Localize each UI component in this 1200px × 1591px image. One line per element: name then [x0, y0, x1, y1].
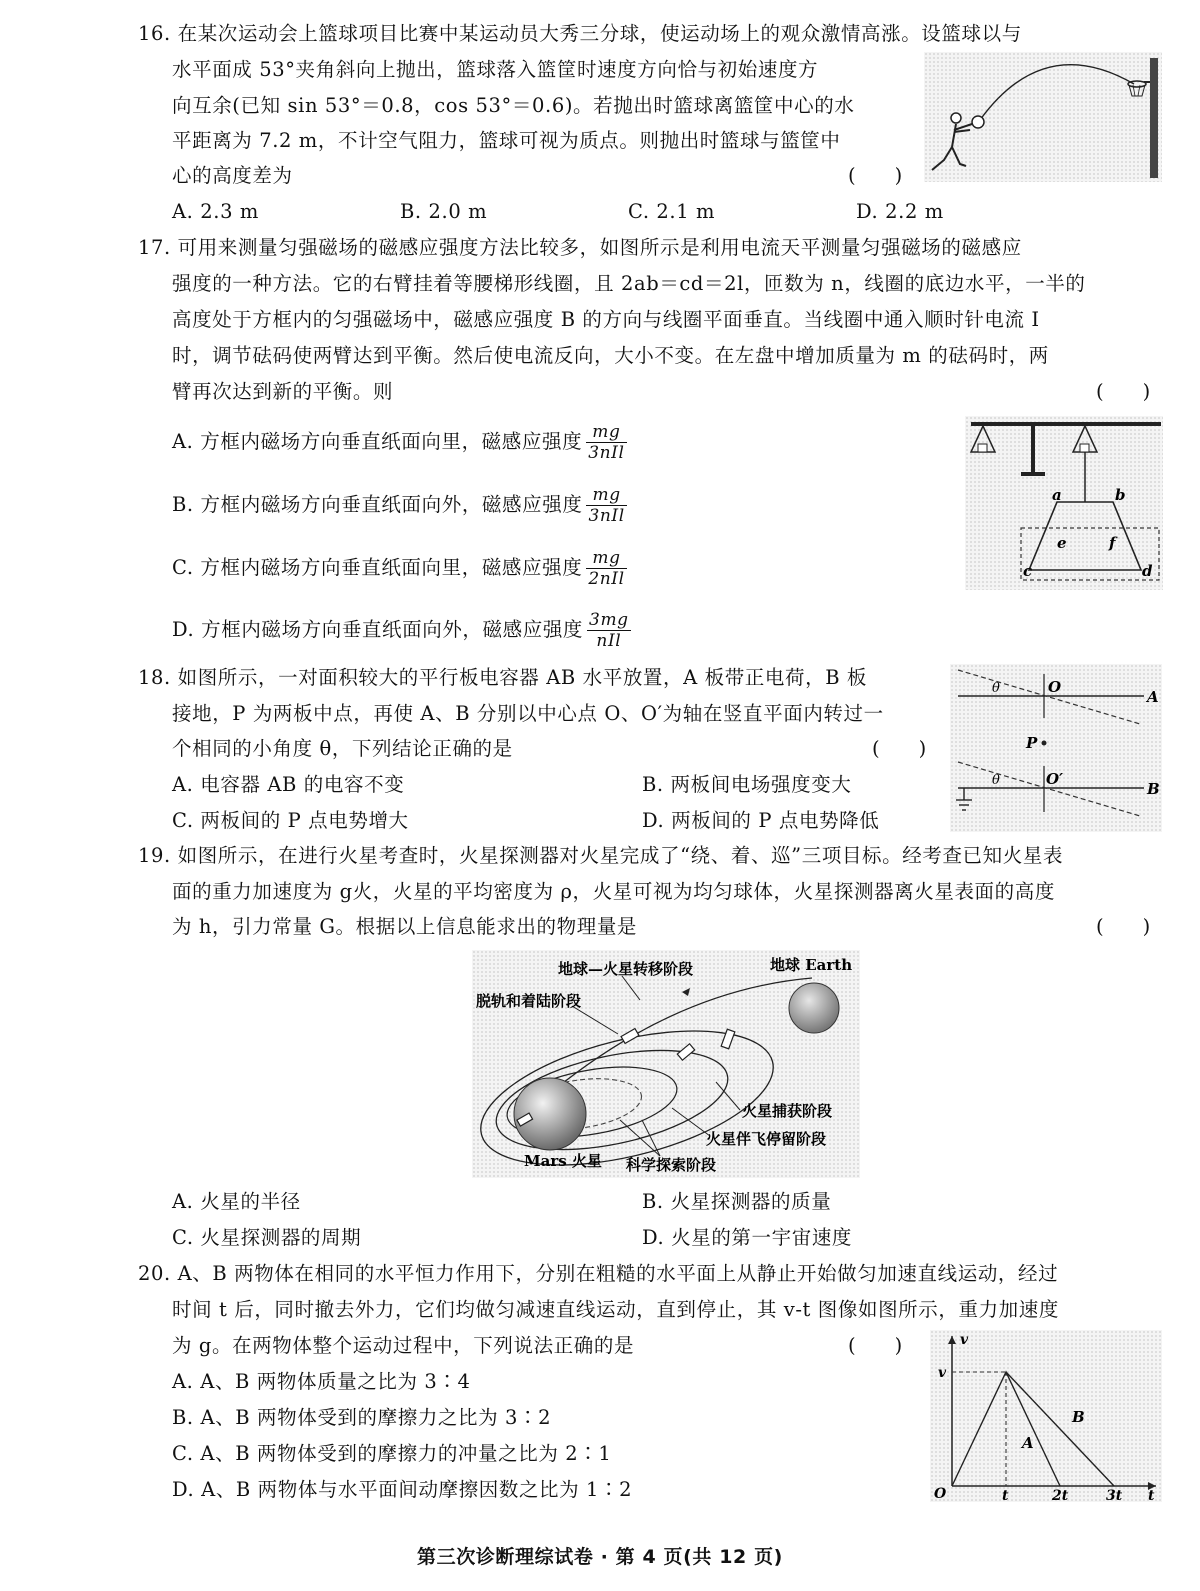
q17-line-1: 17. 可用来测量匀强磁场的磁感应强度方法比较多，如图所示是利用电流天平测量匀强磁场的磁感应: [138, 236, 1022, 259]
probe-1: [621, 1029, 639, 1044]
earth-planet: [789, 983, 839, 1033]
q20-line-1: 20. A、B 两物体在相同的水平恒力作用下，分别在粗糙的水平面上从静止开始做匀加速直线运动，经过: [138, 1262, 1059, 1285]
label-a: A: [1147, 688, 1159, 706]
q19-option-a: A. 火星的半径: [172, 1190, 301, 1213]
label-science: 科学探索阶段: [626, 1156, 717, 1174]
q18-line-2: 接地，P 为两板中点，再使 A、B 分别以中心点 O、O′为轴在竖直平面内转过一: [172, 702, 884, 725]
q17-option-d-fraction: [587, 610, 631, 651]
fraction-denominator: 3nIl: [588, 443, 625, 463]
transfer-orbit: [542, 978, 812, 1100]
basketball: [972, 116, 984, 128]
q20-option-b: B. A、B 两物体受到的摩擦力之比为 3∶2: [172, 1406, 552, 1429]
q19-answer-paren: ( ): [1096, 915, 1151, 938]
page-footer: 第三次诊断理综试卷 · 第 4 页(共 12 页): [417, 1546, 783, 1568]
fraction-numerator: 3mg: [589, 610, 629, 630]
q16-basketball-figure: [924, 52, 1162, 182]
q17-option-a-fraction: [586, 422, 626, 463]
q16-option-d: D. 2.2 m: [856, 200, 944, 223]
label-theta-top: θ: [992, 681, 1000, 696]
q19-option-b: B. 火星探测器的质量: [642, 1190, 832, 1213]
q17-line-2: 强度的一种方法。它的右臂挂着等腰梯形线圈，且 2ab＝cd＝2l，匝数为 n，线圈的底边水平，一半的: [172, 272, 1086, 295]
label-2t: 2t: [1052, 1488, 1069, 1502]
q19-mars-mission-figure: [472, 950, 860, 1178]
fraction-denominator: 2nIl: [588, 569, 625, 589]
balance-post: [1031, 426, 1035, 474]
q17-option-d: [172, 610, 631, 651]
q19-option-d: D. 火星的第一宇宙速度: [642, 1226, 853, 1249]
q17-line-4: 时，调节砝码使两臂达到平衡。然后使电流反向，大小不变。在左盘中增加质量为 m 的砝码时，两: [172, 344, 1049, 367]
label-earth: 地球 Earth: [770, 956, 853, 974]
label-parking: 火星伴飞停留阶段: [706, 1130, 827, 1148]
magnetic-field-box: [1021, 528, 1159, 580]
mars-planet: [514, 1078, 586, 1150]
label-d: d: [1142, 562, 1153, 580]
q20-option-a: A. A、B 两物体质量之比为 3∶4: [172, 1370, 471, 1393]
q18-option-d: D. 两板间的 P 点电势降低: [642, 809, 880, 832]
q16-line-3: 向互余(已知 sin 53°＝0.8，cos 53°＝0.6)。若抛出时篮球离篮筐中心的水: [172, 94, 855, 117]
label-a: a: [1052, 486, 1062, 504]
q17-option-c-text: C. 方框内磁场方向垂直纸面向里，磁感应强度: [172, 556, 583, 579]
q16-option-c: C. 2.1 m: [628, 200, 716, 223]
backboard-pole: [1150, 58, 1158, 178]
player-body: [932, 124, 972, 170]
q20-answer-paren: ( ): [848, 1334, 903, 1357]
q16-answer-paren: ( ): [848, 164, 903, 187]
q19-option-c: C. 火星探测器的周期: [172, 1226, 362, 1249]
label-o-prime: O′: [1046, 770, 1064, 788]
q18-line-3: 个相同的小角度 θ，下列结论正确的是: [172, 737, 513, 760]
label-t: t: [1002, 1488, 1009, 1502]
q16-line-5: 心的高度差为: [172, 164, 293, 187]
label-landing: 脱轨和着陆阶段: [476, 992, 582, 1010]
q18-line-1: 18. 如图所示，一对面积较大的平行板电容器 AB 水平放置，A 板带正电荷，B 板: [138, 666, 868, 689]
label-v-level: v: [938, 1365, 947, 1381]
q20-option-d: D. A、B 两物体与水平面间动摩擦因数之比为 1∶2: [172, 1478, 633, 1501]
label-v-axis: v: [960, 1332, 969, 1348]
label-b: b: [1115, 486, 1126, 504]
label-t-axis: t: [1148, 1488, 1155, 1502]
q18-option-b: B. 两板间电场强度变大: [642, 773, 852, 796]
q17-option-d-text: D. 方框内磁场方向垂直纸面向外，磁感应强度: [172, 618, 584, 641]
player-head: [951, 113, 961, 123]
q18-option-c: C. 两板间的 P 点电势增大: [172, 809, 409, 832]
q19-line-3: 为 h，引力常量 G。根据以上信息能求出的物理量是: [172, 915, 638, 938]
fraction-numerator: mg: [586, 548, 626, 569]
q20-line-3: 为 g。在两物体整个运动过程中，下列说法正确的是: [172, 1334, 635, 1357]
fraction-numerator: mg: [586, 485, 626, 506]
label-capture: 火星捕获阶段: [742, 1102, 833, 1120]
q16-line-4: 平距离为 7.2 m，不计空气阻力，篮球可视为质点。则抛出时篮球与篮筐中: [172, 129, 841, 152]
q18-capacitor-figure: [950, 664, 1162, 832]
q17-current-balance-figure: [965, 416, 1163, 590]
label-e: e: [1057, 534, 1067, 552]
q19-line-1: 19. 如图所示，在进行火星考查时，火星探测器对火星完成了“绕、着、巡”三项目标。经考查已知火星表: [138, 844, 1064, 867]
q18-answer-paren: ( ): [872, 737, 927, 760]
q20-option-c: C. A、B 两物体受到的摩擦力的冲量之比为 2∶1: [172, 1442, 612, 1465]
label-curve-b: B: [1072, 1408, 1085, 1426]
point-p: [1042, 741, 1047, 746]
q16-line-1: 16. 在某次运动会上篮球项目比赛中某运动员大秀三分球，使运动场上的观众激情高涨。设篮球以与: [138, 22, 1022, 45]
trapezoid-coil: [1029, 502, 1141, 570]
label-theta-bottom: θ: [992, 773, 1000, 788]
ball-trajectory: [980, 65, 1134, 120]
label-o: O: [1048, 678, 1062, 696]
q17-option-b: [172, 485, 627, 526]
q17-option-c: [172, 548, 627, 589]
balance-beam: [971, 422, 1161, 426]
q16-option-b: B. 2.0 m: [400, 200, 488, 223]
q19-line-2: 面的重力加速度为 g火，火星的平均密度为 ρ，火星可视为均匀球体，火星探测器离火星表面的高度: [172, 880, 1055, 903]
label-origin: O: [934, 1486, 947, 1502]
label-b: B: [1147, 780, 1160, 798]
q17-option-a: [172, 422, 627, 463]
q17-line-3: 高度处于方框内的匀强磁场中，磁感应强度 B 的方向与线圈平面垂直。当线圈中通入顺时针电流 I: [172, 308, 1040, 331]
label-p: P: [1026, 734, 1038, 752]
q17-option-b-fraction: [586, 485, 626, 526]
q17-option-b-text: B. 方框内磁场方向垂直纸面向外，磁感应强度: [172, 493, 583, 516]
label-3t: 3t: [1106, 1488, 1123, 1502]
probe-2: [677, 1044, 694, 1060]
label-transfer: 地球—火星转移阶段: [558, 960, 694, 978]
q17-option-a-text: A. 方框内磁场方向垂直纸面向里，磁感应强度: [172, 430, 583, 453]
q17-option-c-fraction: [586, 548, 626, 589]
label-curve-a: A: [1022, 1434, 1034, 1452]
fraction-numerator: mg: [586, 422, 626, 443]
label-f: f: [1109, 534, 1116, 552]
curve-b: [1006, 1372, 1114, 1486]
q17-line-5: 臂再次达到新的平衡。则: [172, 380, 394, 403]
label-mars: Mars 火星: [524, 1152, 602, 1170]
label-c: c: [1023, 562, 1033, 580]
q16-line-2: 水平面成 53°夹角斜向上抛出，篮球落入篮筐时速度方向恰与初始速度方: [172, 58, 819, 81]
q16-option-a: A. 2.3 m: [172, 200, 259, 223]
probe-3: [721, 1029, 735, 1049]
q20-line-2: 时间 t 后，同时撤去外力，它们均做匀减速直线运动，直到停止，其 v-t 图像如图所示，重力加速度: [172, 1298, 1059, 1321]
fraction-denominator: 3nIl: [588, 506, 625, 526]
q17-answer-paren: ( ): [1096, 380, 1151, 403]
q18-option-a: A. 电容器 AB 的电容不变: [172, 773, 405, 796]
fraction-denominator: nIl: [596, 631, 622, 651]
q20-vt-graph: [930, 1330, 1162, 1502]
